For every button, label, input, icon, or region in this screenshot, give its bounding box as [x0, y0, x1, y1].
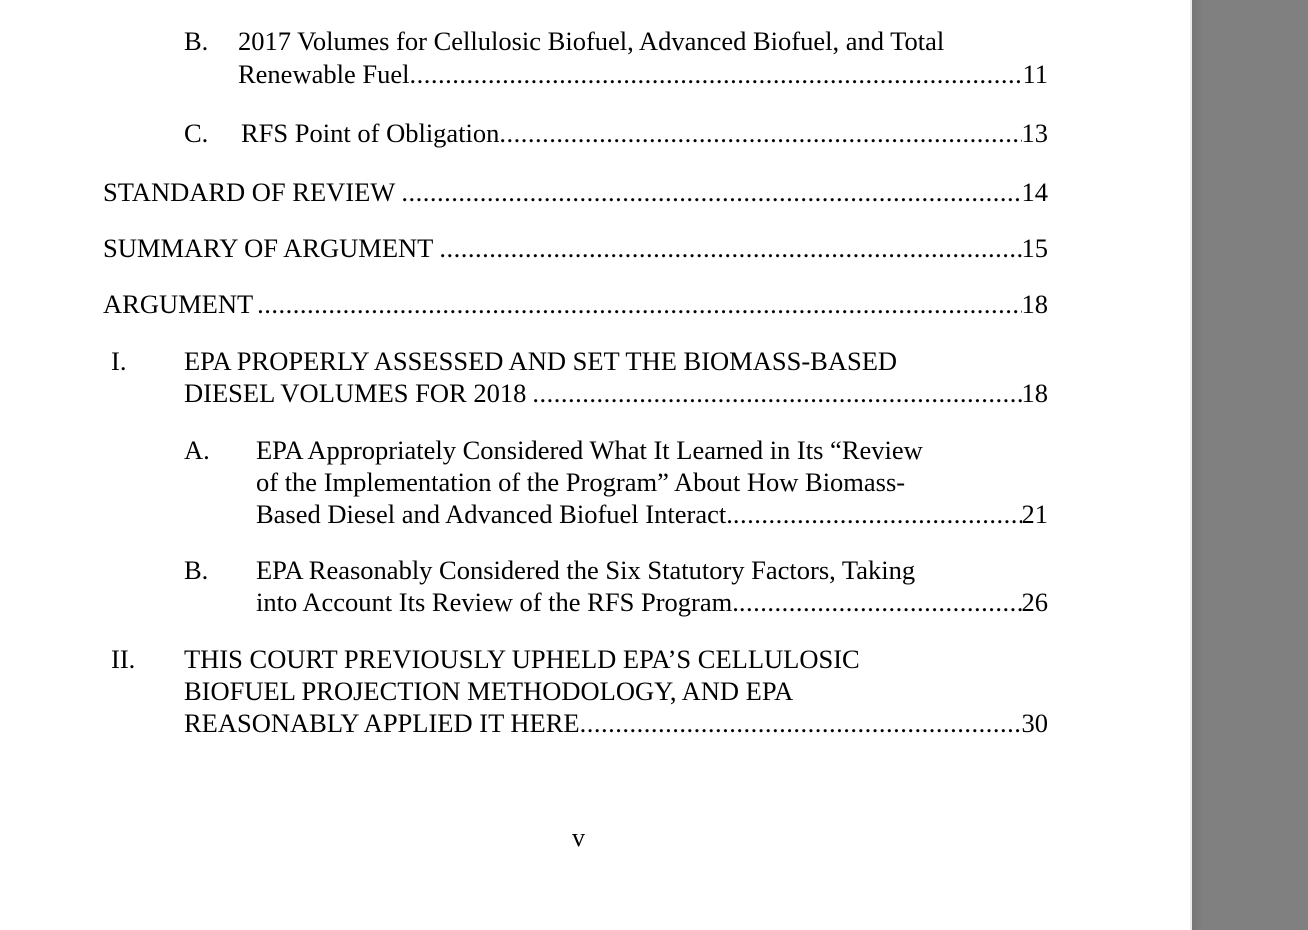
toc-page-number: 26 — [1021, 587, 1048, 617]
toc-entry-label: A. — [184, 435, 210, 465]
toc-entry-text: of the Implementation of the Program” About How Biomass- — [256, 467, 906, 497]
toc-entry-text: EPA Reasonably Considered the Six Statutory Factors, Taking — [256, 555, 916, 585]
viewer-background — [1192, 0, 1204, 930]
leader-dots — [739, 586, 1022, 618]
toc-entry-label: B. — [184, 555, 209, 585]
toc-entry-text: THIS COURT PREVIOUSLY UPHELD EPA’S CELLULOSIC — [184, 644, 860, 674]
toc-entry-text: ARGUMENT — [103, 289, 254, 319]
toc-page-number: 21 — [1021, 499, 1048, 529]
toc-page-number: 18 — [1021, 289, 1048, 319]
page-number: v — [572, 823, 585, 852]
toc-page-number: 13 — [1021, 118, 1048, 148]
leader-dots — [409, 58, 1022, 90]
toc-entry-text: BIOFUEL PROJECTION METHODOLOGY, AND EPA — [184, 676, 794, 706]
toc-page-number: 15 — [1021, 233, 1048, 263]
toc-entry-label: II. — [111, 644, 136, 674]
leader-dots — [733, 498, 1022, 530]
toc-page-number: 11 — [1022, 59, 1048, 89]
toc-entry-text: DIESEL VOLUMES FOR 2018 — [184, 378, 527, 408]
toc-entry-text: Based Diesel and Advanced Biofuel Interact. — [256, 499, 733, 529]
toc-entry-label: B. — [184, 26, 209, 56]
leader-dots — [499, 117, 1021, 149]
toc-entry-label: C. — [184, 118, 209, 148]
leader-dots — [532, 377, 1021, 409]
toc-entry-text: EPA Appropriately Considered What It Learned in Its “Review — [256, 435, 923, 465]
leader-dots — [257, 288, 1021, 320]
toc-page-number: 30 — [1021, 708, 1048, 738]
toc-entry-text: 2017 Volumes for Cellulosic Biofuel, Advanced Biofuel, and Total — [238, 26, 945, 56]
leader-dots — [439, 232, 1021, 264]
leader-dots — [580, 707, 1022, 739]
toc-entry-text: RFS Point of Obligation — [241, 118, 500, 148]
toc-entry-text: into Account Its Review of the RFS Program. — [256, 587, 739, 617]
toc-entry-text: EPA PROPERLY ASSESSED AND SET THE BIOMASS-BASED — [184, 346, 898, 376]
leader-dots — [401, 176, 1021, 208]
toc-page-number: 14 — [1021, 177, 1048, 207]
toc-entry-text: REASONABLY APPLIED IT HERE — [184, 708, 580, 738]
toc-entry-text: SUMMARY OF ARGUMENT — [103, 233, 434, 263]
toc-entry-text: Renewable Fuel — [238, 59, 410, 89]
toc-page-number: 18 — [1021, 378, 1048, 408]
toc-entry-text: STANDARD OF REVIEW — [103, 177, 396, 207]
toc-entry-label: I. — [111, 346, 127, 376]
